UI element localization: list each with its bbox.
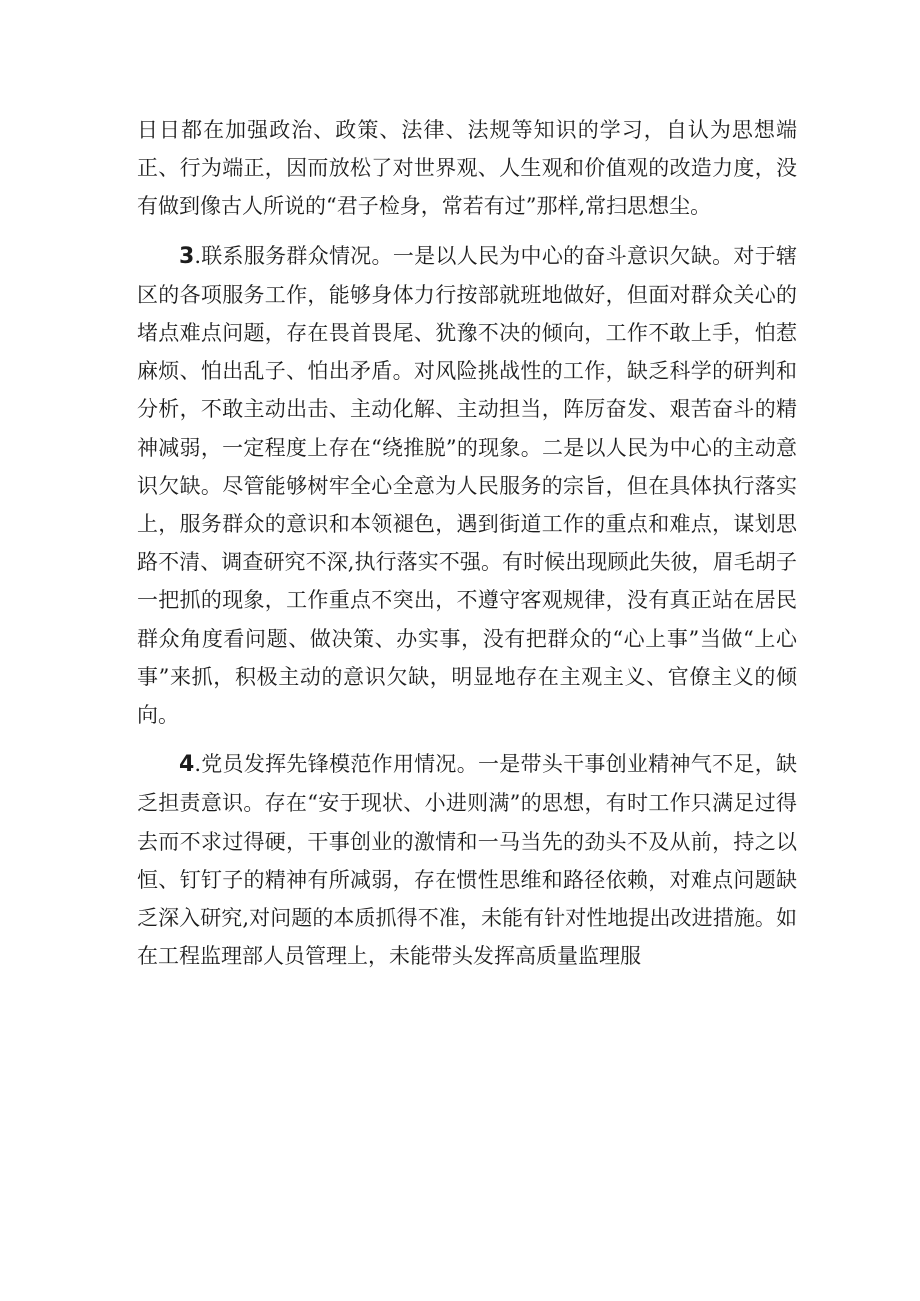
section-number: 4: [179, 752, 195, 778]
paragraph-text: .联系服务群众情况。一是以人民为中心的奋斗意识欠缺。对于辖区的各项服务工作，能够身体力行按部就班地做好，但面对群众关心的堵点难点问题，存在畏首畏尾、犹豫不决的倾向，工作不敢上手，怕惹麻烦、怕出乱子、怕出矛盾。对风险挑战性的工作，缺乏科学的研判和分析，不敢主动出击、主动化解、主动担当，阵厉奋发、艰苦奋斗的精神减弱，一定程度上存在“绕推脱”的现象。二是以人民为中心的主动意识欠缺。尽管能够树牢全心全意为人民服务的宗旨，但在具体执行落实上，服务群众的意识和本领褪色，遇到街道工作的重点和难点，谋划思路不清、调查研究不深,执行落实不强。有时候出现顾此失彼，眉毛胡子一把抓的现象，工作重点不突出，不遵守客观规律，没有真正站在居民群众角度看问题、做决策、办实事，没有把群众的“心上事”当做“上心事”来抓，积极主动的意识欠缺，明显地存在主观主义、官僚主义的倾向。: [137, 243, 797, 728]
paragraph-text: .党员发挥先锋模范作用情况。一是带头干事创业精神气不足，缺乏担责意识。存在“安于现状、小进则满”的思想，有时工作只满足过得去而不求过得硬，干事创业的激情和一马当先的劲头不及从前，持之以恒、钉钉子的精神有所减弱，存在惯性思维和路径依赖，对难点问题缺乏深入研究,对问题的本质抓得不准，未能有针对性地提出改进措施。如在工程监理部人员管理上，未能带头发挥高质量监理服: [137, 752, 797, 969]
paragraph-section-3: [137, 237, 797, 735]
paragraph-section-4: [137, 745, 797, 975]
document-body: [137, 111, 797, 975]
paragraph-text: 日日都在加强政治、政策、法律、法规等知识的学习，自认为思想端正、行为端正，因而放松了对世界观、人生观和价值观的改造力度，没有做到像古人所说的“君子检身，常若有过”那样,常扫思想尘。: [137, 118, 797, 219]
paragraph-continuation: [137, 111, 797, 226]
section-number: 3: [179, 243, 195, 269]
